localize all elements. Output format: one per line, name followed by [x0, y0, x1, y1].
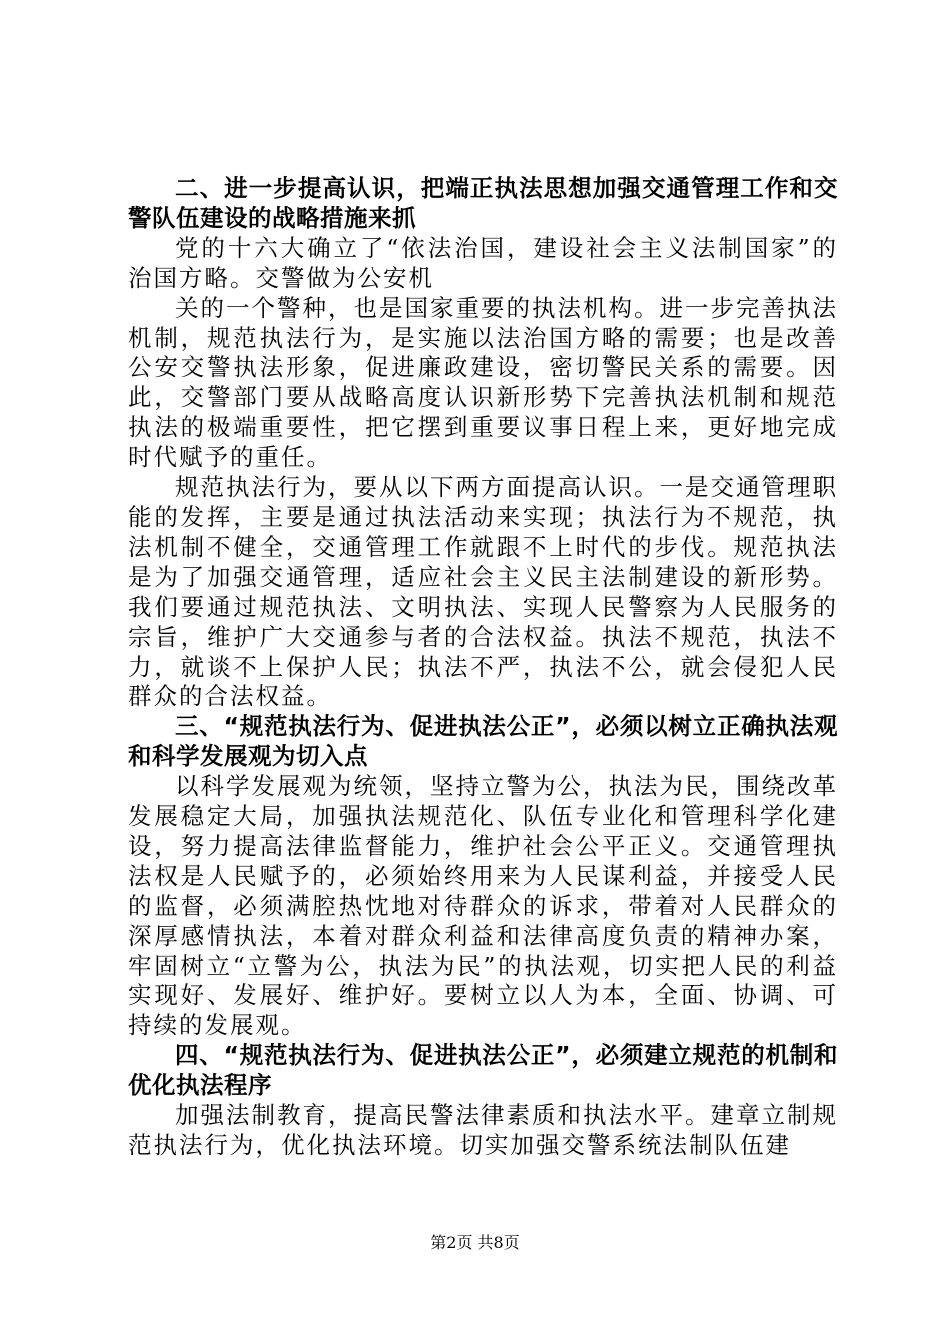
body-paragraph: 加强法制教育，提高民警法律素质和执法水平。建章立制规范执法行为，优化执法环境。切实加强交警系统法制队伍建	[128, 1101, 838, 1159]
page-number-footer: 第2页 共8页	[430, 1233, 520, 1252]
section-heading-3: 三、“规范执法行为、促进执法公正”，必须以树立正确执法观和科学发展观为切入点	[128, 712, 838, 771]
body-paragraph: 关的一个警种，也是国家重要的执法机构。进一步完善执法机制，规范执法行为，是实施以法治国方略的需要；也是改善公安交警执法形象，促进廉政建设，密切警民关系的需要。因此，交警部门要从战略高度认识新形势下完善执法机制和规范执法的极端重要性，把它摆到重要议事日程上来，更好地完成时代赋予的重任。	[128, 293, 838, 472]
section-heading-4: 四、“规范执法行为、促进执法公正”，必须建立规范的机制和优化执法程序	[128, 1041, 838, 1100]
body-paragraph: 规范执法行为，要从以下两方面提高认识。一是交通管理职能的发挥，主要是通过执法活动来实现；执法行为不规范，执法机制不健全，交通管理工作就跟不上时代的步伐。规范执法是为了加强交通管理，适应社会主义民主法制建设的新形势。我们要通过规范执法、文明执法、实现人民警察为人民服务的宗旨，维护广大交通参与者的合法权益。执法不规范，执法不力，就谈不上保护人民；执法不严，执法不公，就会侵犯人民群众的合法权益。	[128, 473, 838, 711]
document-body	[128, 174, 838, 1161]
section-heading-2: 二、进一步提高认识，把端正执法思想加强交通管理工作和交警队伍建设的战略措施来抓	[128, 174, 838, 232]
body-paragraph: 党的十六大确立了“依法治国，建设社会主义法制国家”的治国方略。交警做为公安机	[128, 233, 838, 292]
body-paragraph: 以科学发展观为统领，坚持立警为公，执法为民，围绕改革发展稳定大局，加强执法规范化、队伍专业化和管理科学化建设，努力提高法律监督能力，维护社会公平正义。交通管理执法权是人民赋予的，必须始终用来为人民谋利益，并接受人民的监督，必须满腔热忱地对待群众的诉求，带着对人民群众的深厚感情执法，本着对群众利益和法律高度负责的精神办案，牢固树立“立警为公，执法为民”的执法观，切实把人民的利益实现好、发展好、维护好。要树立以人为本，全面、协调、可持续的发展观。	[128, 772, 838, 1040]
